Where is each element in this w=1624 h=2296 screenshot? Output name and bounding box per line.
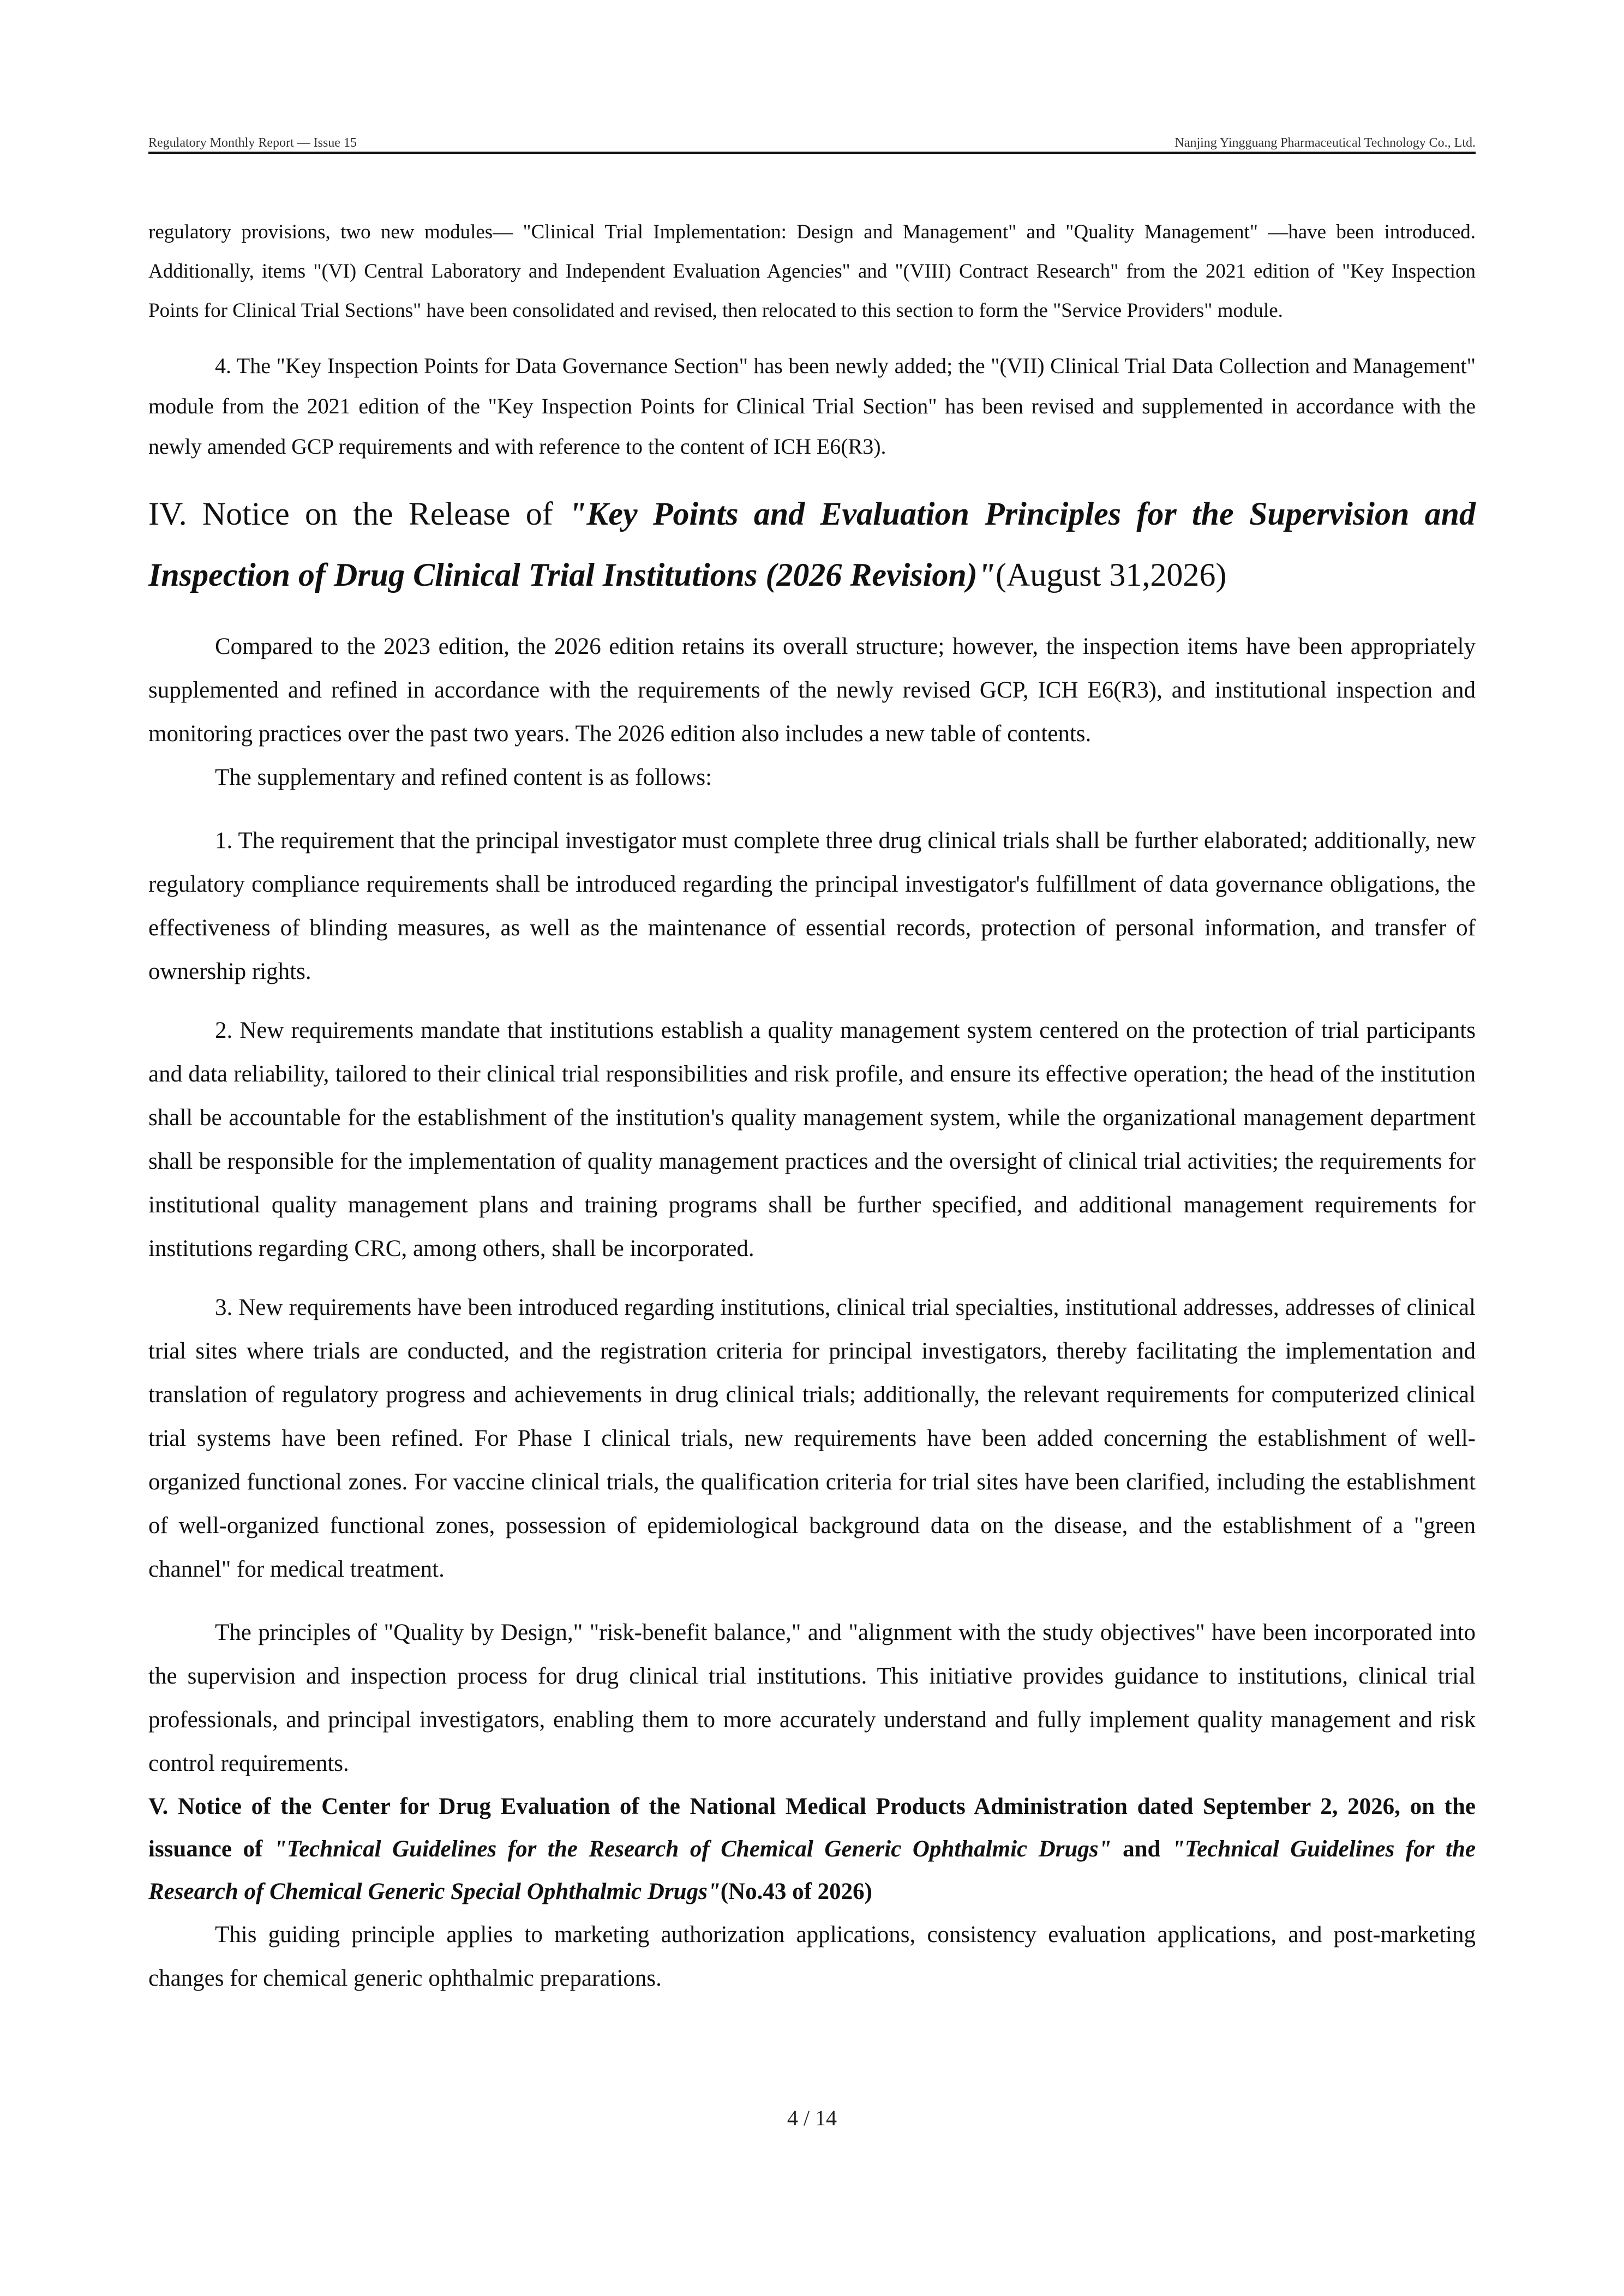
running-header — [148, 127, 1476, 151]
section-v-title-1: "Technical Guidelines for the Research of Chemical Generic Ophthalmic Drugs" — [273, 1836, 1112, 1862]
section-v-prefix: V. Notice of the Center for Drug Evaluation of the National Medical Products Administration dated September 2, 2026, on the issuance of — [148, 1794, 1476, 1862]
header-report-title: Regulatory Monthly Report — Issue 15 — [148, 136, 357, 150]
section-iv-paragraph-1: Compared to the 2023 edition, the 2026 edition retains its overall structure; however, the inspection items have been appropriately supplemented and refined in accordance with the requirements of the newly revised GCP, ICH E6(R3), and institutional inspection and monitoring practices over the past two years. The 2026 edition also includes a new table of contents. — [148, 634, 1476, 747]
list-item-4: 4. The "Key Inspection Points for Data Governance Section" has been newly added; the "(VII) Clinical Trial Data Collection and Management" module from the 2021 edition of the "Key Inspection Points for Clinical Trial Section" has been revised and supplemented in accordance with the newly amended GCP requirements and with reference to the content of ICH E6(R3). — [148, 353, 1476, 459]
section-v-number: (No.43 of 2026) — [720, 1879, 872, 1904]
section-iv-prefix: IV. Notice on the Release of — [148, 496, 568, 532]
section-v-paragraph: This guiding principle applies to marketing authorization applications, consistency evaluation applications, and post-marketing changes for chemical generic ophthalmic preparations. — [148, 1922, 1476, 1991]
intro-paragraph: regulatory provisions, two new modules— "Clinical Trial Implementation: Design and Management" and "Quality Management" —have been introduced. Additionally, items "(VI) Central Laboratory and Independent Evaluation Agencies" and "(VIII) Contract Research" from the 2021 edition of "Key Inspection Points for Clinical Trial Sections" have been consolidated and revised, then relocated to this section to form the "Service Providers" module. — [148, 221, 1476, 322]
section-v-conjunction: and — [1111, 1836, 1172, 1862]
section-v-title-2: "Technical Guidelines for the Research of Chemical Generic Special Ophthalmic Drugs" — [148, 1836, 1476, 1904]
section-iv-item-2: 2. New requirements mandate that institutions establish a quality management system centered on the protection of trial participants and data reliability, tailored to their clinical trial responsibilities and risk profile, and ensure its effective operation; the head of the institution shall be accountable for the establishment of the institution's quality management system, while the organizational management department shall be responsible for the implementation of quality management practices and the oversight of clinical trial activities; the requirements for institutional quality management plans and training programs shall be further specified, and additional management requirements for institutions regarding CRC, among others, shall be incorporated. — [148, 1018, 1476, 1261]
section-iv-date: (August 31,2026) — [996, 557, 1227, 593]
page-number: 4 / 14 — [787, 2106, 837, 2130]
section-iv-closing: The principles of "Quality by Design," "risk-benefit balance," and "alignment with the study objectives" have been incorporated into the supervision and inspection process for drug clinical trial institutions. This initiative provides guidance to institutions, clinical trial professionals, and principal investigators, enabling them to more accurately understand and fully implement quality management and risk control requirements. — [148, 1620, 1476, 1776]
section-iv-paragraph-2: The supplementary and refined content is as follows: — [215, 765, 712, 790]
section-iv-title: "Key Points and Evaluation Principles for the Supervision and Inspection of Drug Clinical Trial Institutions (2026 Revision)" — [148, 496, 1476, 593]
section-iv-item-3: 3. New requirements have been introduced regarding institutions, clinical trial specialties, institutional addresses, addresses of clinical trial sites where trials are conducted, and the registration criteria for principal investigators, thereby facilitating the implementation and translation of regulatory progress and achievements in drug clinical trials; additionally, the relevant requirements for computerized clinical trial systems have been refined. For Phase I clinical trials, new requirements have been added concerning the establishment of well-organized functional zones. For vaccine clinical trials, the qualification criteria for trial sites have been clarified, including the establishment of well-organized functional zones, possession of epidemiological background data on the disease, and the establishment of a "green channel" for medical treatment. — [148, 1295, 1476, 1582]
header-divider — [148, 152, 1476, 154]
header-company-name: Nanjing Yingguang Pharmaceutical Technology Co., Ltd. — [1174, 136, 1476, 150]
section-v-heading — [148, 1786, 1476, 1913]
page-body — [148, 213, 1476, 2000]
section-iv-item-1: 1. The requirement that the principal investigator must complete three drug clinical trials shall be further elaborated; additionally, new regulatory compliance requirements shall be introduced regarding the principal investigator's fulfillment of data governance obligations, the effectiveness of blinding measures, as well as the maintenance of essential records, protection of personal information, and transfer of ownership rights. — [148, 828, 1476, 984]
section-iv-heading — [148, 483, 1476, 605]
